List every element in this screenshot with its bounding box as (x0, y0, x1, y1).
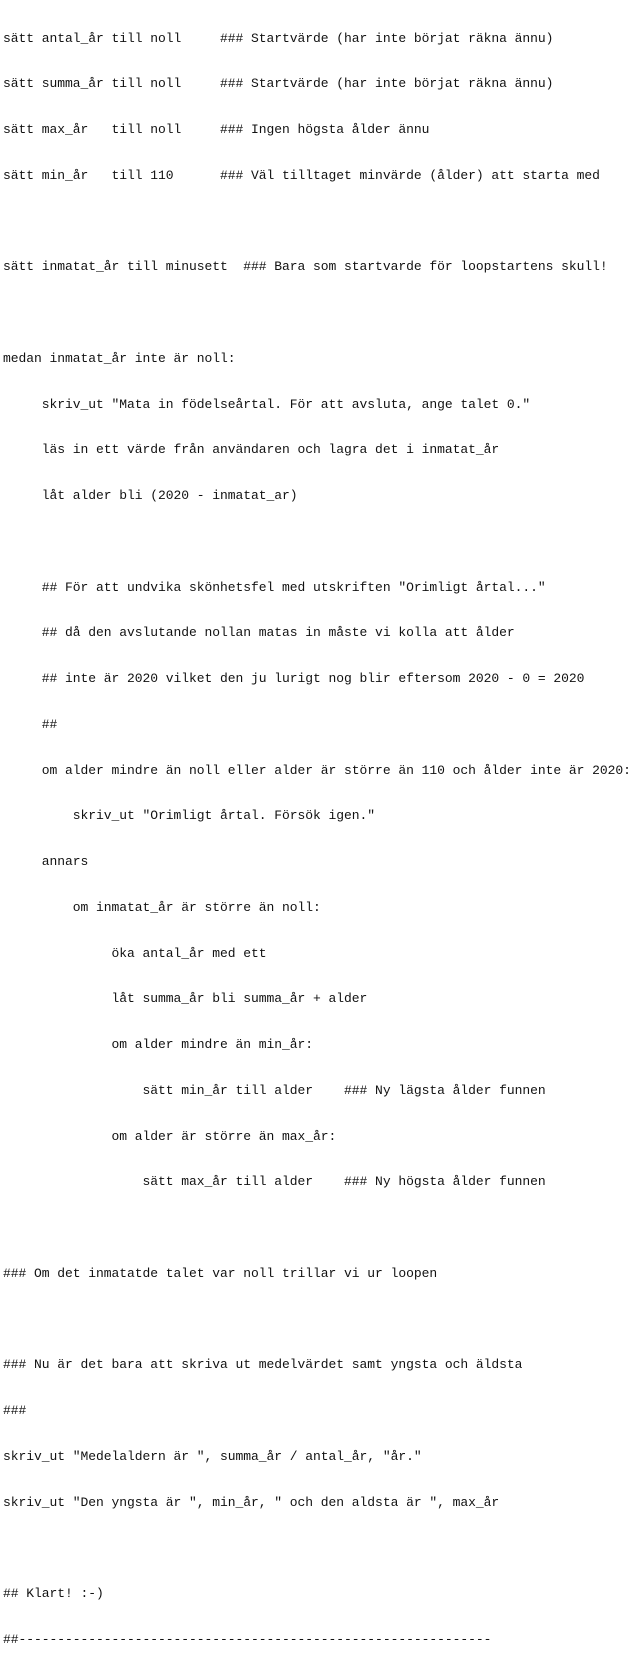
code-line: sätt antal_år till noll ### Startvärde (har inte börjat räkna ännu) (3, 30, 554, 46)
code-line: sätt inmatat_år till minusett ### Bara som startvarde för loopstartens skull! (3, 259, 608, 275)
separator-line: ##------------------------------------------------------------- (3, 1631, 492, 1647)
blank-line (3, 534, 631, 549)
comment-line: ## För att undvika skönhetsfel med utskriften "Orimligt årtal..." (3, 579, 546, 595)
code-line: om alder mindre än noll eller alder är större än 110 och ålder inte är 2020: (3, 762, 631, 778)
blank-line (3, 214, 631, 229)
code-line: sätt summa_år till noll ### Startvärde (har inte börjat räkna ännu) (3, 76, 554, 92)
code-line: sätt min_år till alder ### Ny lägsta ålder funnen (3, 1082, 546, 1098)
comment-line: ## Klart! :-) (3, 1586, 104, 1601)
comment-line: ### (3, 1403, 27, 1418)
code-line: medan inmatat_år inte är noll: (3, 350, 236, 366)
code-line: skriv_ut "Mata in födelseårtal. För att avsluta, ange talet 0." (3, 396, 531, 412)
blank-line (3, 1220, 631, 1235)
code-line: öka antal_år med ett (3, 945, 267, 961)
code-line: sätt max_år till alder ### Ny högsta ålder funnen (3, 1174, 546, 1190)
code-line: annars (3, 854, 89, 869)
comment-line: ### Nu är det bara att skriva ut medelvärdet samt yngsta och äldsta (3, 1357, 523, 1373)
blank-line (3, 1312, 631, 1327)
code-line: om alder är större än max_år: (3, 1128, 337, 1144)
comment-line: ## inte är 2020 vilket den ju lurigt nog blir eftersom 2020 - 0 = 2020 (3, 671, 585, 686)
blank-line (3, 1540, 631, 1555)
code-line: skriv_ut "Den yngsta är ", min_år, " och den aldsta är ", max_år (3, 1494, 500, 1510)
comment-line: ### Om det inmatatde talet var noll trillar vi ur loopen (3, 1265, 438, 1281)
blank-line (3, 305, 631, 320)
code-line: skriv_ut "Medelaldern är ", summa_år / antal_år, "år." (3, 1448, 422, 1464)
comment-line: ## då den avslutande nollan matas in måste vi kolla att ålder (3, 625, 515, 641)
code-line: låt alder bli (2020 - inmatat_ar) (3, 488, 298, 503)
pseudocode-document (3, 0, 631, 1662)
code-line: om inmatat_år är större än noll: (3, 899, 321, 915)
comment-line: ## (3, 716, 58, 732)
code-line: om alder mindre än min_år: (3, 1037, 314, 1052)
code-line: läs in ett värde från användaren och lagra det i inmatat_år (3, 442, 500, 458)
code-line: skriv_ut "Orimligt årtal. Försök igen." (3, 808, 376, 824)
code-line: sätt min_år till 110 ### Väl tilltaget minvärde (ålder) att starta med (3, 167, 600, 183)
code-line: låt summa_år bli summa_år + alder (3, 991, 368, 1007)
code-line: sätt max_år till noll ### Ingen högsta ålder ännu (3, 122, 430, 137)
